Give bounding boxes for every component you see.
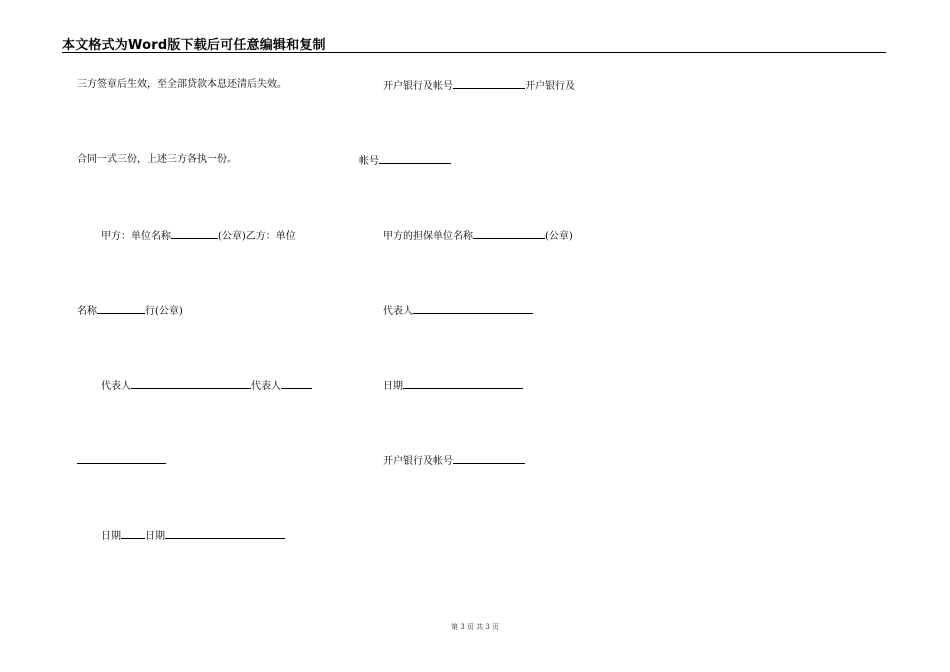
effect-clause-text: 三方签章后生效，至全部贷款本息还清后失效。 bbox=[77, 79, 287, 90]
party-b-rep-blank bbox=[281, 378, 312, 389]
guarantor-rep-line bbox=[383, 303, 533, 319]
copies-clause-text: 合同一式三份，上述三方各执一份。 bbox=[77, 154, 237, 165]
party-b-rep-label: 代表人 bbox=[251, 381, 281, 392]
party-b-name-label: 名称 bbox=[77, 306, 97, 317]
party-b-date-blank bbox=[165, 528, 285, 539]
copies-clause-line bbox=[77, 153, 237, 167]
date-line-left bbox=[101, 528, 285, 544]
party-b-rep-blank-continued bbox=[77, 453, 166, 464]
document-header-title: 本文格式为Word版下载后可任意编辑和复制 bbox=[62, 38, 326, 53]
guarantor-name-label: 甲方的担保单位名称 bbox=[383, 231, 473, 242]
account-number-label: 帐号 bbox=[359, 156, 379, 167]
header-divider bbox=[62, 52, 886, 53]
page-number: 第 3 页 共 3 页 bbox=[450, 623, 500, 631]
guarantor-name-blank bbox=[473, 228, 545, 239]
account-number-blank bbox=[379, 153, 451, 164]
party-a-seal-label: (公章)乙方：单位 bbox=[218, 231, 296, 242]
guarantor-rep-label: 代表人 bbox=[383, 306, 413, 317]
party-a-date-label: 日期 bbox=[101, 531, 121, 542]
account-number-line bbox=[359, 153, 451, 169]
party-a-line bbox=[101, 228, 296, 244]
guarantor-bank-label: 开户银行及帐号 bbox=[383, 456, 453, 467]
party-a-name-label: 甲方：单位名称 bbox=[101, 231, 171, 242]
guarantor-bank-line bbox=[383, 453, 525, 469]
party-a-rep-label: 代表人 bbox=[101, 381, 131, 392]
party-b-seal-label: 行(公章) bbox=[145, 306, 183, 317]
guarantor-rep-blank bbox=[413, 303, 533, 314]
guarantor-date-line bbox=[383, 378, 523, 394]
party-a-rep-blank bbox=[131, 378, 251, 389]
party-a-date-blank bbox=[121, 528, 145, 539]
representative-line-left bbox=[101, 378, 312, 394]
guarantor-date-label: 日期 bbox=[383, 381, 403, 392]
party-b-date-label: 日期 bbox=[145, 531, 165, 542]
guarantor-date-blank bbox=[403, 378, 523, 389]
bank-account-label: 开户银行及帐号 bbox=[383, 81, 453, 92]
party-b-rep-continuation-line bbox=[77, 453, 166, 464]
guarantor-line bbox=[383, 228, 573, 244]
bank-account-blank bbox=[453, 78, 525, 89]
effect-clause-line bbox=[77, 78, 287, 92]
guarantor-bank-blank bbox=[453, 453, 525, 464]
bank-account-line bbox=[383, 78, 575, 94]
party-b-name-line bbox=[77, 303, 183, 319]
bank-trailing-label: 开户银行及 bbox=[525, 81, 575, 92]
guarantor-seal-label: (公章) bbox=[545, 231, 573, 242]
party-a-name-blank bbox=[171, 228, 218, 239]
party-b-name-blank bbox=[97, 303, 145, 314]
